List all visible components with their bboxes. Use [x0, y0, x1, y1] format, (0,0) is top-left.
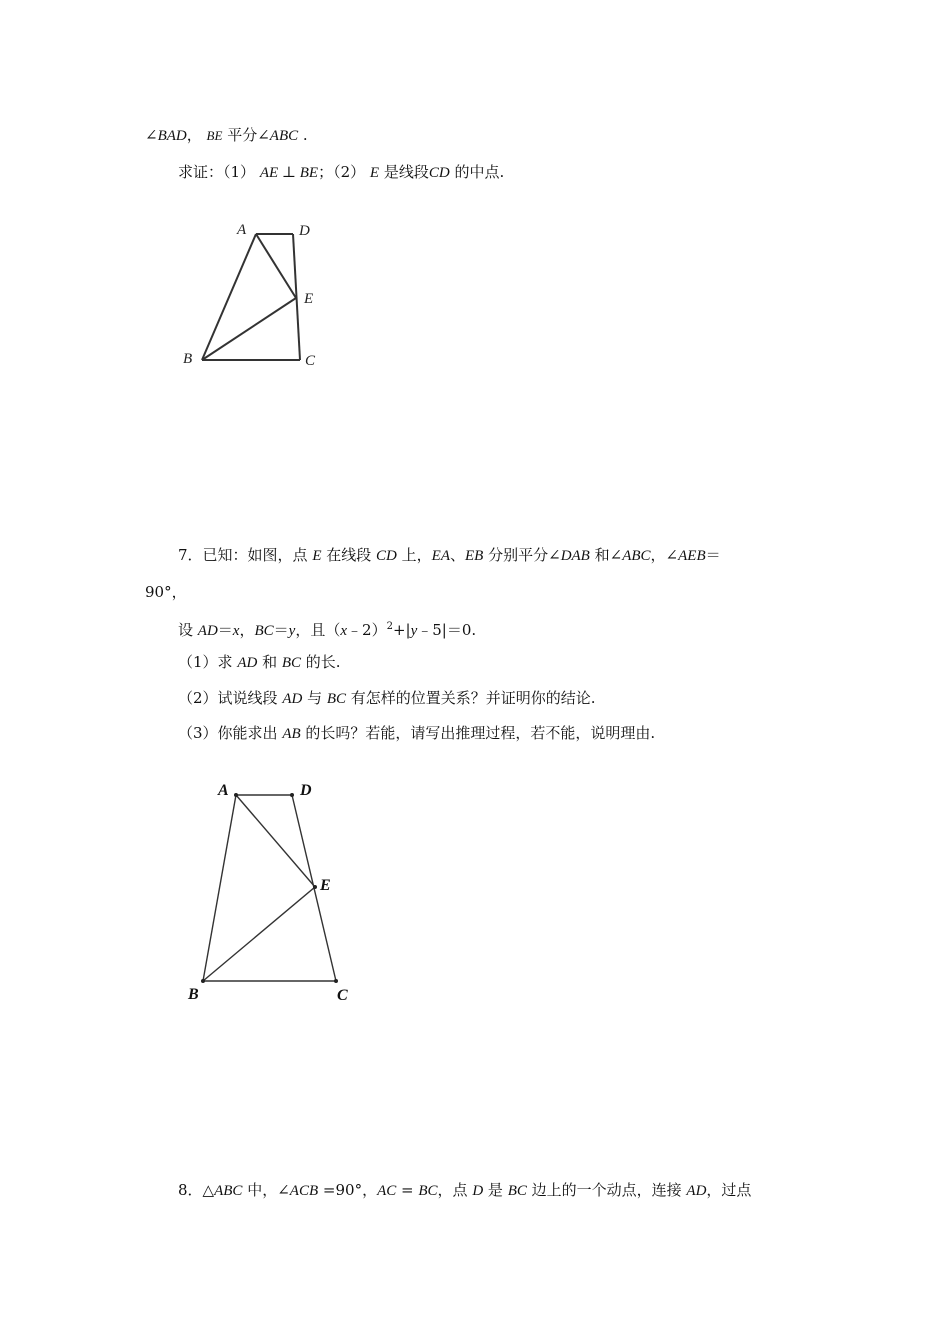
label-d: D: [299, 223, 310, 239]
segment-bc: BC: [326, 691, 347, 707]
equals: =: [396, 1181, 419, 1199]
var-x: x: [340, 623, 348, 639]
p7-question3: [178, 723, 655, 744]
angle-aeb: AEB: [678, 548, 706, 564]
text: =90°，: [318, 1181, 378, 1199]
segment-eb: EB: [465, 548, 484, 564]
p6-figure: [175, 215, 335, 375]
segment-ae: [256, 234, 296, 298]
vertex-b: [201, 979, 205, 983]
text: ，: [239, 621, 255, 639]
var-y: y: [288, 623, 296, 639]
label-a: A: [218, 782, 229, 799]
label-a: A: [237, 222, 247, 238]
segment-ad: AD: [197, 623, 218, 639]
text: 边上的一个动点，连接: [526, 1181, 687, 1199]
text: 是: [483, 1181, 508, 1199]
var-x: x: [232, 623, 240, 639]
angle-symbol: ∠: [145, 126, 158, 144]
p7-line3: [178, 617, 476, 641]
segment-bc: BC: [281, 655, 302, 671]
text: （3）你能求出: [178, 724, 283, 742]
segment-be: [203, 887, 315, 981]
angle-abc: ABC: [269, 128, 299, 144]
label-b: B: [188, 986, 199, 1003]
segment-ad: AD: [282, 691, 303, 707]
text: ﹣2）: [347, 621, 387, 639]
angle-acb: ACB: [289, 1183, 319, 1199]
segment-bc: BC: [507, 1183, 527, 1199]
label-c: C: [337, 987, 348, 1004]
text: 的长.: [301, 653, 341, 671]
text: 设: [178, 621, 198, 639]
label-e: E: [320, 877, 331, 894]
point-d: D: [472, 1183, 484, 1199]
vertex-a: [234, 793, 238, 797]
vertex-d: [290, 793, 294, 797]
segment-be: BE: [206, 128, 223, 143]
p7-line1: [178, 545, 721, 566]
text: ，点: [437, 1181, 473, 1199]
angle-abc: ABC: [622, 548, 651, 564]
text: ＝: [705, 546, 721, 564]
text: 、: [450, 546, 466, 564]
text: （2）试说线段: [178, 689, 283, 707]
text: 与: [302, 689, 327, 707]
point-e: E: [312, 548, 322, 564]
angle-dab: DAB: [560, 548, 590, 564]
segment-ab: [203, 795, 236, 981]
text: ，且（: [295, 621, 341, 639]
segment-ab: AB: [282, 726, 301, 742]
text: ，过点: [706, 1181, 752, 1199]
label-e: E: [304, 291, 314, 307]
text: 和: [257, 653, 282, 671]
text-prove: 求证：（1）: [178, 163, 260, 181]
segment-cd: CD: [428, 165, 450, 181]
period: .: [302, 126, 308, 144]
segment-cd: CD: [376, 548, 397, 564]
exponent: 2: [386, 621, 393, 632]
angle-bad: BAD: [157, 128, 187, 144]
p7-question2: [178, 688, 596, 709]
text: +|: [392, 621, 411, 639]
vertex-c: [334, 979, 338, 983]
text: ＝: [217, 621, 233, 639]
p7-question1: [178, 652, 341, 673]
text: 有怎样的位置关系？并证明你的结论.: [346, 689, 596, 707]
text: 和∠: [589, 546, 623, 564]
text-midpoint: 的中点.: [449, 163, 505, 181]
text-part2: ；（2）: [318, 163, 370, 181]
text: 中，: [242, 1181, 278, 1199]
text: 上，: [396, 546, 432, 564]
text: （1）求: [178, 653, 238, 671]
p7-figure: [180, 775, 360, 1015]
triangle-symbol: △: [202, 1181, 215, 1199]
problem-number: 7．: [178, 546, 203, 564]
label-c: C: [305, 353, 316, 369]
triangle-abc: ABC: [214, 1183, 243, 1199]
text: 已知：如图，点: [202, 546, 313, 564]
p7-line2: 90°，: [145, 583, 187, 601]
segment-ea: EA: [431, 548, 450, 564]
problem-number: 8．: [178, 1181, 203, 1199]
segment-ac: AC: [377, 1183, 397, 1199]
text: 分别平分∠: [483, 546, 561, 564]
angle-symbol: ∠: [257, 126, 270, 144]
text: ＝: [273, 621, 289, 639]
comma: ，: [186, 126, 202, 144]
angle-symbol: ∠: [277, 1181, 290, 1199]
var-y: y: [410, 623, 418, 639]
text: ﹣5|＝0.: [417, 621, 477, 639]
math-ae-perp-be: AE ⊥ BE: [259, 165, 319, 181]
segment-bc: BC: [254, 623, 274, 639]
text-segment: 是线段: [379, 163, 429, 181]
text-bisects: 平分: [222, 126, 258, 144]
p6-line2: [178, 162, 504, 183]
text: 的长吗？若能，请写出推理过程，若不能，说明理由.: [300, 724, 656, 742]
segment-ad: AD: [686, 1183, 707, 1199]
p6-line1: [145, 125, 308, 146]
point-e: E: [369, 165, 380, 181]
label-b: B: [183, 351, 193, 367]
segment-ad: AD: [237, 655, 258, 671]
text: ，∠: [650, 546, 679, 564]
vertex-e: [313, 885, 317, 889]
p8-line1: [178, 1180, 751, 1201]
label-d: D: [300, 782, 312, 799]
segment-bc: BC: [418, 1183, 438, 1199]
text: 在线段: [321, 546, 377, 564]
